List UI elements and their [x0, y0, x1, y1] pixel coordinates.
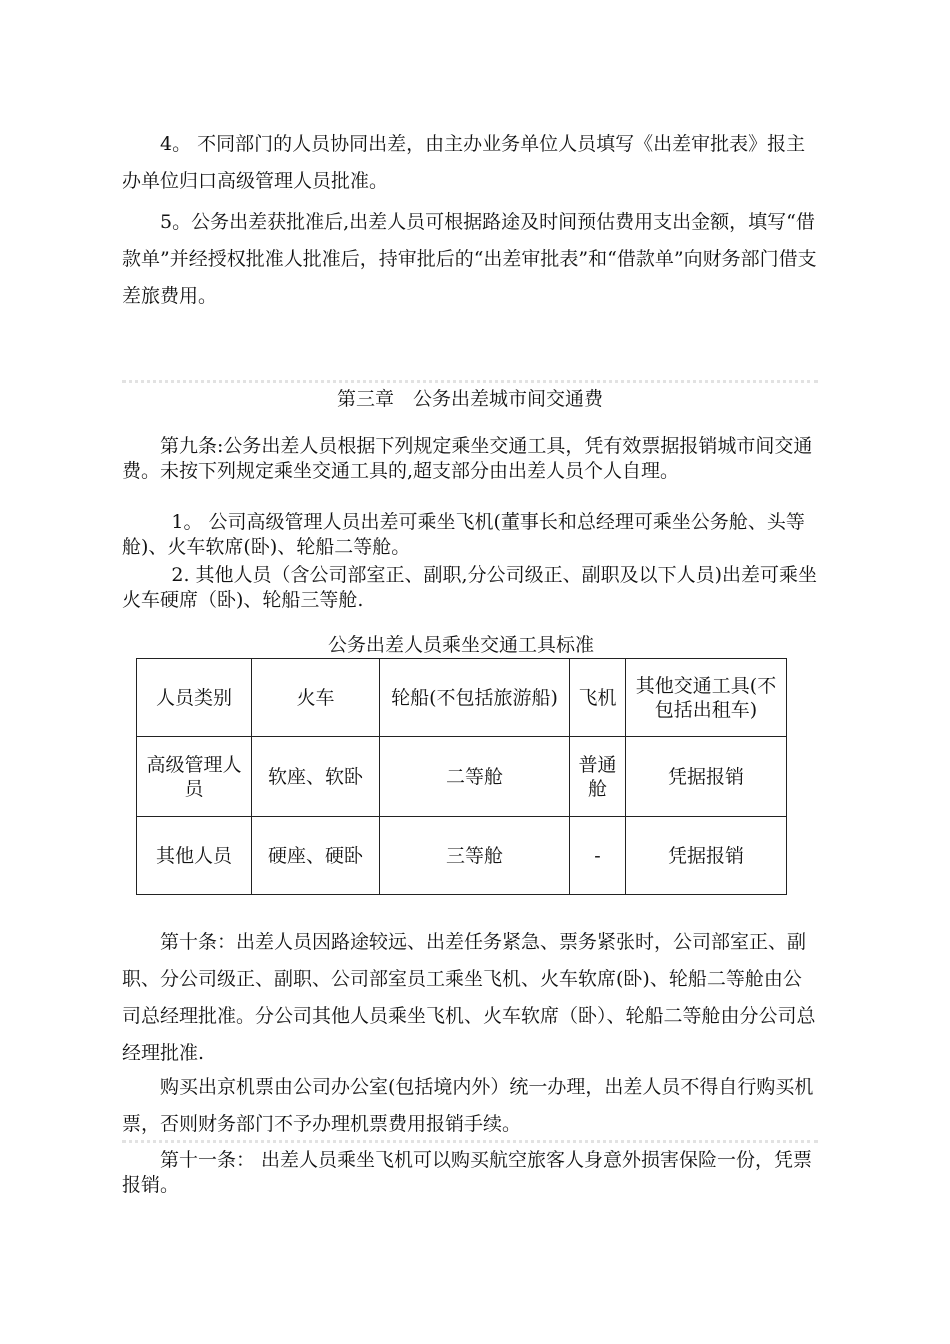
article-9-item-1: 1。 公司高级管理人员出差可乘坐飞机(董事长和总经理可乘坐公务舱、头等舱)、火车软席(卧)、轮船二等舱。	[122, 511, 805, 558]
article-11: 第十一条： 出差人员乘坐飞机可以购买航空旅客人身意外损害保险一份，凭票报销。	[122, 1149, 813, 1196]
paragraph-item-4: 4。 不同部门的人员协同出差，由主办业务单位人员填写《出差审批表》报主办单位归口高级管理人员批准。	[122, 133, 806, 192]
header-train: 火车	[252, 659, 380, 737]
header-other-transport: 其他交通工具(不包括出租车)	[626, 659, 787, 737]
article-10-ticket-purchase: 购买出京机票由公司办公室(包括境内外）统一办理，出差人员不得自行购买机票，否则财务部门不予办理机票费用报销手续。	[122, 1076, 814, 1135]
table-cell: 软座、软卧	[252, 737, 380, 817]
article-9-item-2: 2. 其他人员（含公司部室正、副职,分公司级正、副职及以下人员)出差可乘坐火车硬席（卧)、轮船三等舱.	[122, 564, 818, 611]
table-cell: -	[570, 817, 626, 895]
table-cell: 高级管理人员	[137, 737, 252, 817]
divider-rule	[122, 1140, 818, 1143]
table-cell: 普通舱	[570, 737, 626, 817]
chapter-title: 第三章 公务出差城市间交通费	[336, 388, 603, 410]
transport-standard-table	[136, 658, 787, 895]
paragraph-item-5: 5。公务出差获批准后,出差人员可根据路途及时间预估费用支出金额，填写“借款单”并经授权批准人批准后，持审批后的“出差审批表”和“借款单”向财务部门借支差旅费用。	[122, 211, 817, 307]
header-ship: 轮船(不包括旅游船)	[380, 659, 570, 737]
table-row	[137, 817, 787, 895]
table-header-row	[137, 659, 787, 737]
header-personnel-category: 人员类别	[137, 659, 252, 737]
divider-rule	[122, 380, 818, 383]
table-cell: 三等舱	[380, 817, 570, 895]
table-cell: 凭据报销	[626, 817, 787, 895]
table-cell: 其他人员	[137, 817, 252, 895]
article-9: 第九条:公务出差人员根据下列规定乘坐交通工具，凭有效票据报销城市间交通费。未按下列规定乘坐交通工具的,超支部分由出差人员个人自理。	[122, 435, 813, 482]
table-caption: 公务出差人员乘坐交通工具标准	[327, 634, 594, 656]
table-cell: 凭据报销	[626, 737, 787, 817]
article-10: 第十条：出差人员因路途较远、出差任务紧急、票务紧张时，公司部室正、副职、分公司级正、副职、公司部室员工乘坐飞机、火车软席(卧)、轮船二等舱由公司总经理批准。分公司其他人员乘坐飞机、火车软席（卧）、轮船二等舱由分公司总经理批准.	[122, 931, 816, 1064]
table-cell: 二等舱	[380, 737, 570, 817]
table-row	[137, 737, 787, 817]
table-cell: 硬座、硬卧	[252, 817, 380, 895]
header-plane: 飞机	[570, 659, 626, 737]
